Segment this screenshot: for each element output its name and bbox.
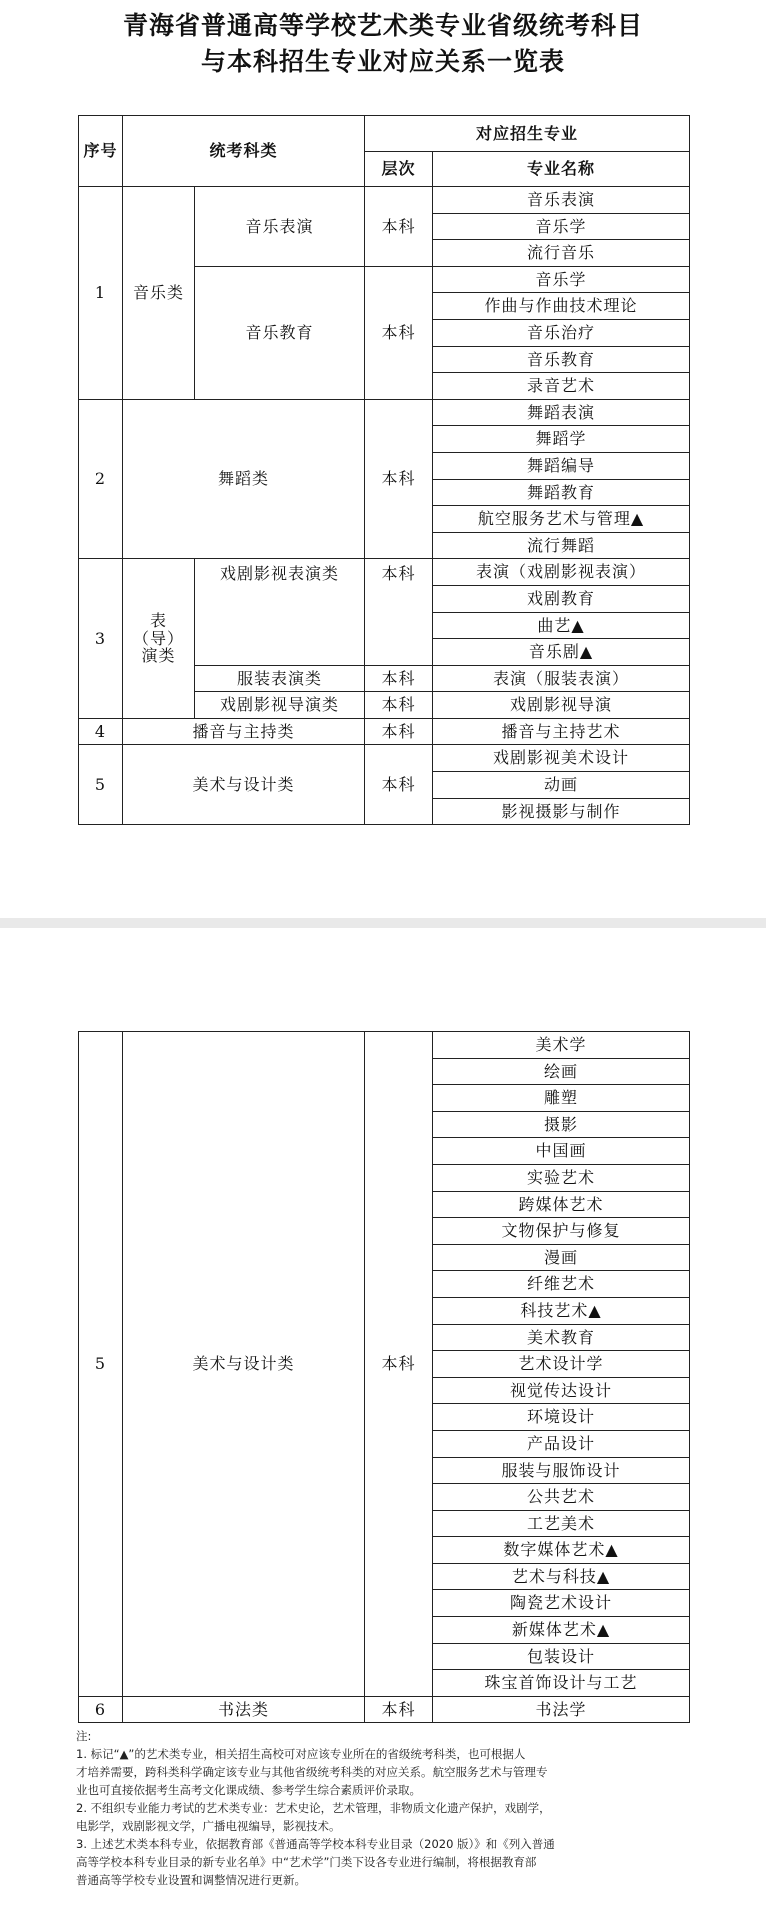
header-seq: 序号	[79, 116, 123, 187]
major-cell: 航空服务艺术与管理▲	[433, 506, 690, 533]
major-cell: 表演（服装表演）	[433, 665, 690, 692]
correspondence-table-page-1	[78, 115, 690, 825]
row5-level: 本科	[365, 745, 433, 825]
major-cell: 绘画	[433, 1058, 690, 1085]
row3-sub-fashion-performance: 服装表演类	[195, 665, 365, 692]
note-1-line-2: 才培养需要，跨科类科学确定该专业与其他省级统考科类的对应关系。航空服务艺术与管理专	[76, 1765, 548, 1779]
document-title-line-1: 青海省普通高等学校艺术类专业省级统考科目	[122, 11, 643, 40]
note-2-line-2: 电影学，戏剧影视文学，广播电视编导，影视技术。	[76, 1819, 341, 1833]
major-cell: 舞蹈学	[433, 426, 690, 453]
major-cell: 书法学	[433, 1696, 690, 1723]
major-cell: 音乐表演	[433, 187, 690, 214]
row3-level-b: 本科	[365, 665, 433, 692]
row6-seq: 6	[79, 1696, 123, 1723]
row5-seq: 5	[79, 745, 123, 825]
major-cell: 作曲与作曲技术理论	[433, 293, 690, 320]
major-cell: 音乐学	[433, 266, 690, 293]
major-cell: 戏剧影视美术设计	[433, 745, 690, 772]
row4-category: 播音与主持类	[123, 718, 365, 745]
major-cell: 艺术与科技▲	[433, 1563, 690, 1590]
note-3-line-3: 普通高等学校专业设置和调整情况进行更新。	[76, 1873, 306, 1887]
major-cell: 陶瓷艺术设计	[433, 1590, 690, 1617]
header-level: 层次	[365, 152, 433, 187]
major-cell: 数字媒体艺术▲	[433, 1537, 690, 1564]
major-cell: 音乐学	[433, 213, 690, 240]
major-cell: 包装设计	[433, 1643, 690, 1670]
document-page-2	[0, 928, 766, 1920]
row6-category: 书法类	[123, 1696, 365, 1723]
note-2-line-1: 2. 不组织专业能力考试的艺术类专业：艺术史论，艺术管理，非物质文化遗产保护，戏剧学，	[76, 1801, 551, 1815]
row6-level: 本科	[365, 1696, 433, 1723]
major-cell: 纤维艺术	[433, 1271, 690, 1298]
correspondence-table-page-2	[78, 1031, 690, 1723]
row2-seq: 2	[79, 399, 123, 559]
row3-category: 表（导）演类	[123, 559, 195, 719]
row5-cont-seq: 5	[79, 1032, 123, 1697]
major-cell: 录音艺术	[433, 373, 690, 400]
header-exam-category: 统考科类	[123, 116, 365, 187]
row3-sub-drama-film-acting: 戏剧影视表演类	[195, 559, 365, 665]
major-cell: 音乐剧▲	[433, 639, 690, 666]
major-cell: 曲艺▲	[433, 612, 690, 639]
major-cell: 跨媒体艺术	[433, 1191, 690, 1218]
major-cell: 流行舞蹈	[433, 532, 690, 559]
major-cell: 表演（戏剧影视表演）	[433, 559, 690, 586]
row1-sub-music-education: 音乐教育	[195, 266, 365, 399]
major-cell: 舞蹈表演	[433, 399, 690, 426]
header-major-name: 专业名称	[433, 152, 690, 187]
major-cell: 实验艺术	[433, 1164, 690, 1191]
row1-level-a: 本科	[365, 187, 433, 267]
major-cell: 视觉传达设计	[433, 1377, 690, 1404]
major-cell: 漫画	[433, 1244, 690, 1271]
major-cell: 科技艺术▲	[433, 1297, 690, 1324]
note-3-line-2: 高等学校本科专业目录的新专业名单》中“艺术学”门类下设各专业进行编制，将根据教育部	[76, 1855, 537, 1869]
major-cell: 播音与主持艺术	[433, 718, 690, 745]
row3-sub-drama-film-directing: 戏剧影视导演类	[195, 692, 365, 719]
major-cell: 影视摄影与制作	[433, 798, 690, 825]
row4-seq: 4	[79, 718, 123, 745]
major-cell: 工艺美术	[433, 1510, 690, 1537]
row2-level: 本科	[365, 399, 433, 559]
major-cell: 音乐教育	[433, 346, 690, 373]
row3-seq: 3	[79, 559, 123, 719]
major-cell: 文物保护与修复	[433, 1218, 690, 1245]
major-cell: 美术学	[433, 1032, 690, 1059]
document-page-1	[0, 0, 766, 918]
note-3-line-1: 3. 上述艺术类本科专业，依据教育部《普通高等学校本科专业目录（2020 版）》和《列入普通	[76, 1837, 555, 1851]
row1-level-b: 本科	[365, 266, 433, 399]
major-cell: 动画	[433, 772, 690, 799]
page-separator	[0, 918, 766, 928]
major-cell: 中国画	[433, 1138, 690, 1165]
row2-category: 舞蹈类	[123, 399, 365, 559]
major-cell: 舞蹈编导	[433, 452, 690, 479]
major-cell: 音乐治疗	[433, 319, 690, 346]
row5-cont-category: 美术与设计类	[123, 1032, 365, 1697]
header-corresponding-majors: 对应招生专业	[365, 116, 690, 152]
major-cell: 新媒体艺术▲	[433, 1617, 690, 1644]
row1-seq: 1	[79, 187, 123, 400]
major-cell: 雕塑	[433, 1085, 690, 1112]
major-cell: 流行音乐	[433, 240, 690, 267]
row3-level-a: 本科	[365, 559, 433, 665]
major-cell: 公共艺术	[433, 1484, 690, 1511]
row3-level-c: 本科	[365, 692, 433, 719]
document-title-line-2: 与本科招生专业对应关系一览表	[200, 47, 565, 76]
major-cell: 环境设计	[433, 1404, 690, 1431]
notes-section	[76, 1727, 700, 1889]
major-cell: 产品设计	[433, 1430, 690, 1457]
major-cell: 摄影	[433, 1111, 690, 1138]
notes-label: 注:	[76, 1729, 92, 1743]
major-cell: 艺术设计学	[433, 1351, 690, 1378]
row4-level: 本科	[365, 718, 433, 745]
major-cell: 美术教育	[433, 1324, 690, 1351]
major-cell: 戏剧影视导演	[433, 692, 690, 719]
row5-cont-level: 本科	[365, 1032, 433, 1697]
row1-category: 音乐类	[123, 187, 195, 400]
row1-sub-music-performance: 音乐表演	[195, 187, 365, 267]
major-cell: 珠宝首饰设计与工艺	[433, 1670, 690, 1697]
major-cell: 舞蹈教育	[433, 479, 690, 506]
note-1-line-3: 业也可直接依据考生高考文化课成绩、参考学生综合素质评价录取。	[76, 1783, 421, 1797]
major-cell: 服装与服饰设计	[433, 1457, 690, 1484]
note-1-line-1: 1. 标记“▲”的艺术类专业，相关招生高校可对应该专业所在的省级统考科类，也可根据人	[76, 1747, 526, 1761]
row5-category: 美术与设计类	[123, 745, 365, 825]
major-cell: 戏剧教育	[433, 585, 690, 612]
